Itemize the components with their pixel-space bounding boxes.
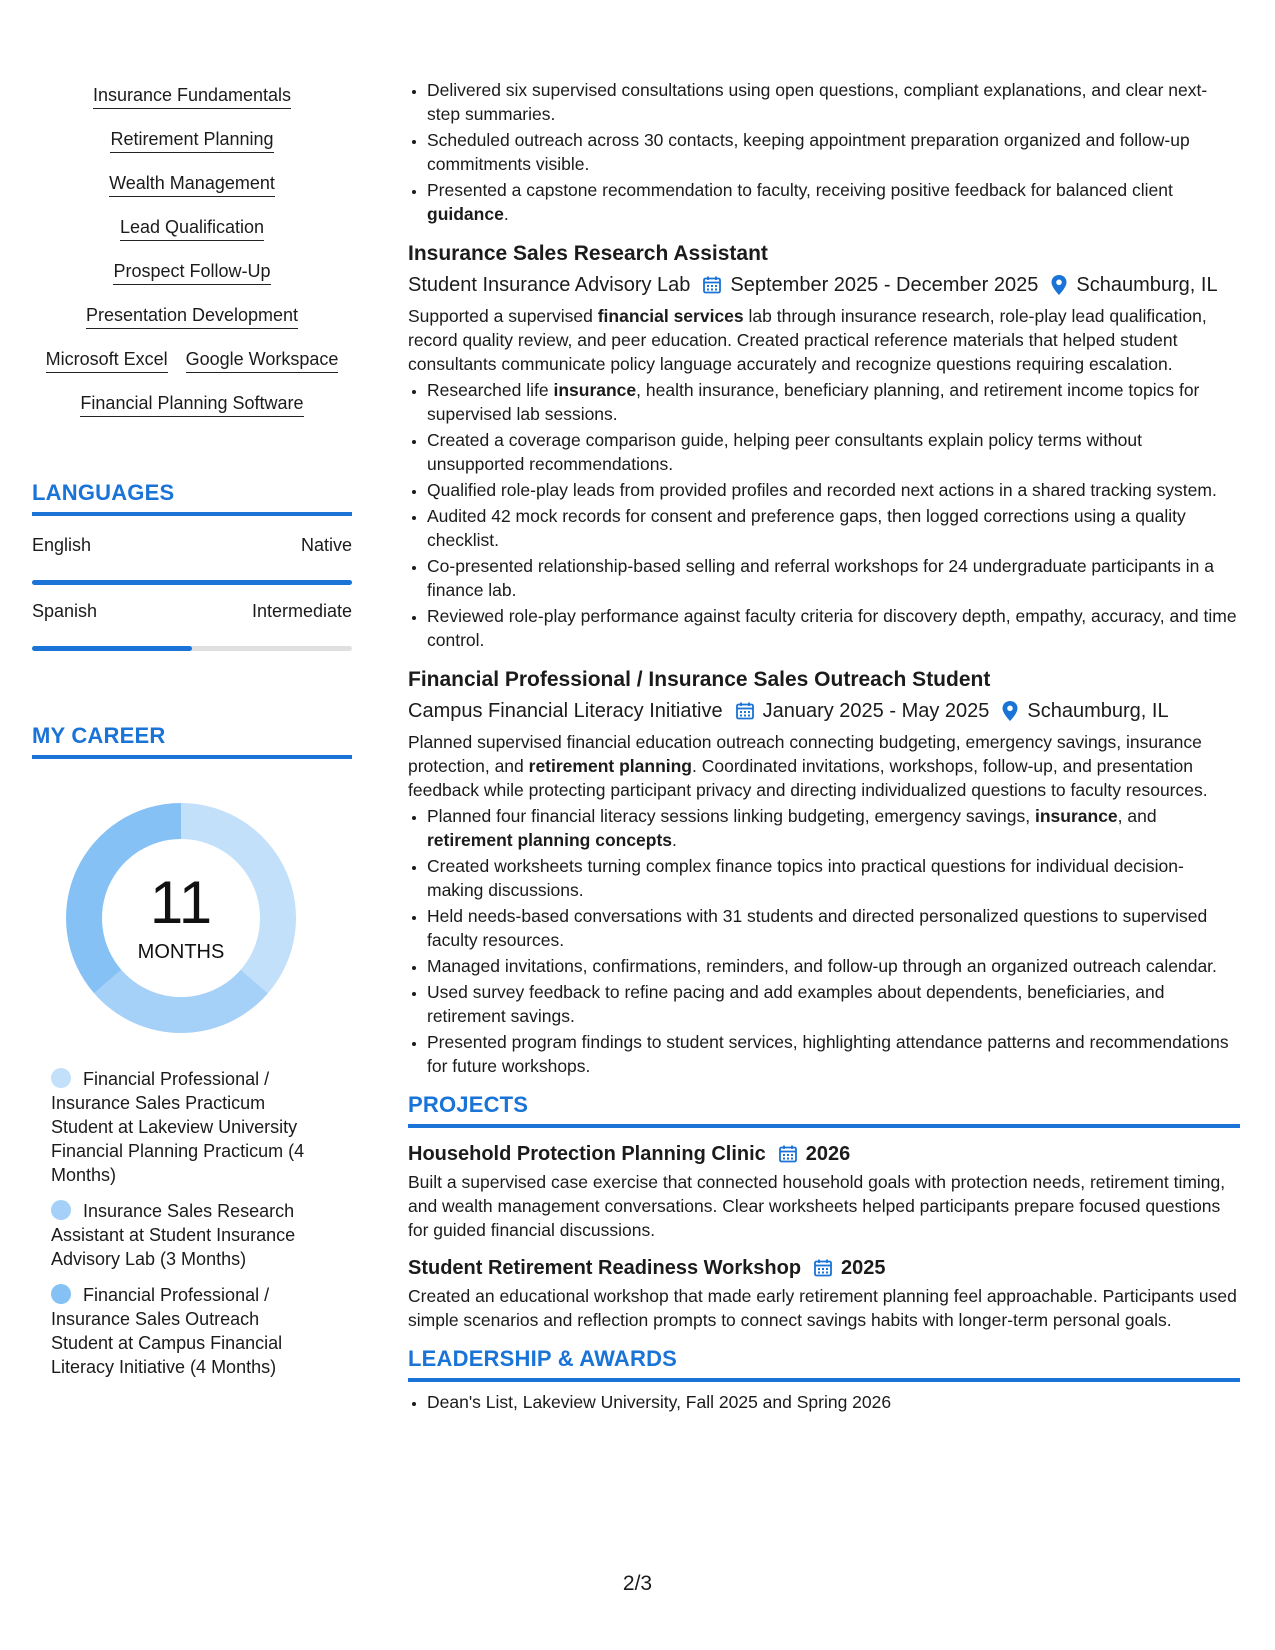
job-description: Planned supervised financial education outreach connecting budgeting, emergency savings, insurance protection, and retirement planning. Coordinated invitations, workshops, follow-up, and presentation feedback while protecting participant privacy and directing individualized questions to faculty resources. (408, 732, 1208, 800)
bullet-item: • Co-presented relationship-based selling and referral workshops for 24 undergraduate participants in a finance lab. (427, 554, 1240, 602)
bullet-item: • Delivered six supervised consultations using open questions, compliant explanations, and clear next-step summaries. (427, 78, 1240, 126)
language-name: Spanish (32, 601, 98, 621)
bullet-item: • Presented program findings to student services, highlighting attendance patterns and recommendations for future workshops. (427, 1030, 1240, 1078)
bullet-item: • Scheduled outreach across 30 contacts, keeping appointment preparation organized and follow-up commitments visible. (427, 128, 1240, 176)
skill-row (113, 260, 270, 285)
job-bullets (408, 804, 1240, 1078)
project-title-row (408, 1140, 1240, 1168)
job-description: Supported a supervised financial services lab through insurance research, role-play lead qualification, record quality review, and peer education. Created practical reference materials that helped student consultants communicate policy language accurately and recognize questions requiring escalation. (408, 306, 1207, 374)
legend-label: Financial Professional / Insurance Sales Outreach Student at Campus Financial Literacy Initiative (4 Months) (51, 1285, 283, 1377)
skill-row (86, 304, 298, 329)
career-total-unit: MONTHS (137, 940, 225, 963)
language-proficiency-fill (32, 646, 192, 651)
bullet-item: • Qualified role-play leads from provided profiles and recorded next actions in a shared tracking system. (427, 478, 1240, 502)
right-column (408, 78, 1240, 1416)
skill-tag: Microsoft Excel (46, 348, 168, 373)
job-title: Insurance Sales Research Assistant (408, 242, 768, 265)
language-proficiency-bar (32, 580, 352, 585)
skill-tag: Lead Qualification (120, 216, 264, 241)
skill-row (46, 348, 339, 373)
bullet-item: • Held needs-based conversations with 31 students and directed personalized questions to supervised faculty resources. (427, 904, 1240, 952)
legend-label: Insurance Sales Research Assistant at Student Insurance Advisory Lab (3 Months) (51, 1201, 296, 1269)
previous-job-bullets (408, 78, 1240, 226)
left-column (32, 84, 352, 1391)
skill-row (93, 84, 291, 109)
career-legend (32, 1067, 321, 1379)
project-year: 2025 (841, 1257, 886, 1279)
job-location: Schaumburg, IL (1076, 274, 1218, 296)
experience-entry (408, 240, 1240, 652)
bullet-item: • Reviewed role-play performance against faculty criteria for discovery depth, empathy, accuracy, and time control. (427, 604, 1240, 652)
legend-dot (51, 1284, 71, 1304)
project-title: Student Retirement Readiness Workshop (408, 1257, 802, 1279)
calendar-icon (813, 1258, 833, 1278)
leadership-heading: LEADERSHIP & AWARDS (408, 1346, 1240, 1382)
project-entry (408, 1254, 1240, 1332)
job-dates: September 2025 - December 2025 (730, 274, 1039, 296)
skill-tag: Presentation Development (86, 304, 298, 329)
language-name: English (32, 535, 92, 555)
career-heading: MY CAREER (32, 723, 352, 759)
legend-dot (51, 1068, 71, 1088)
language-proficiency-fill (32, 580, 352, 585)
calendar-icon (702, 275, 722, 295)
career-legend-item (51, 1067, 321, 1187)
bullet-item: • Used survey feedback to refine pacing and add examples about dependents, beneficiaries, and retirement savings. (427, 980, 1240, 1028)
bullet-item: • Dean's List, Lakeview University, Fall 2025 and Spring 2026 (427, 1390, 1240, 1414)
project-description: Created an educational workshop that made early retirement planning feel approachable. Participants used simple scenarios and reflection prompts to connect savings habits with longer-term personal goals. (408, 1286, 1237, 1330)
job-organization: Student Insurance Advisory Lab (408, 274, 691, 296)
skills-list (32, 84, 352, 436)
job-meta (408, 270, 1240, 300)
project-description: Built a supervised case exercise that connected household goals with protection needs, retirement timing, and wealth management conversations. Clear worksheets helped participants prepare focused questions for guided financial discussions. (408, 1172, 1226, 1240)
leadership-list (408, 1390, 1240, 1414)
skill-row (80, 392, 303, 417)
bullet-item: • Planned four financial literacy sessions linking budgeting, emergency savings, insurance, and retirement planning concepts. (427, 804, 1240, 852)
career-legend-item (51, 1199, 321, 1271)
bullet-item: • Managed invitations, confirmations, reminders, and follow-up through an organized outreach calendar. (427, 954, 1240, 978)
language-item (32, 535, 352, 585)
career-total-value: 11 (149, 868, 213, 936)
bullet-item: • Audited 42 mock records for consent and preference gaps, then logged corrections using a quality checklist. (427, 504, 1240, 552)
skill-tag: Prospect Follow-Up (113, 260, 270, 285)
job-organization: Campus Financial Literacy Initiative (408, 700, 723, 722)
project-title-row (408, 1254, 1240, 1282)
bullet-item: • Created a coverage comparison guide, helping peer consultants explain policy terms without unsupported recommendations. (427, 428, 1240, 476)
projects-heading: PROJECTS (408, 1092, 1240, 1128)
career-legend-item (51, 1283, 321, 1379)
job-dates: January 2025 - May 2025 (762, 700, 990, 722)
job-bullets (408, 378, 1240, 652)
project-entry (408, 1140, 1240, 1242)
calendar-icon (778, 1144, 798, 1164)
skill-tag: Insurance Fundamentals (93, 84, 291, 109)
language-item (32, 601, 352, 651)
map-pin-icon (1001, 700, 1019, 722)
experience-entry (408, 666, 1240, 1078)
legend-dot (51, 1200, 71, 1220)
skill-tag: Financial Planning Software (80, 392, 303, 417)
job-location: Schaumburg, IL (1027, 700, 1169, 722)
legend-label: Financial Professional / Insurance Sales Practicum Student at Lakeview University Financial Planning Practicum (4 Months) (51, 1069, 305, 1185)
skill-row (109, 172, 275, 197)
language-level: Intermediate (251, 601, 352, 621)
skill-tag: Retirement Planning (110, 128, 273, 153)
skill-row (120, 216, 264, 241)
language-proficiency-bar (32, 646, 352, 651)
skill-row (110, 128, 273, 153)
job-meta (408, 696, 1240, 726)
job-title: Financial Professional / Insurance Sales Outreach Student (408, 668, 991, 691)
bullet-item: • Researched life insurance, health insurance, beneficiary planning, and retirement income topics for supervised lab sessions. (427, 378, 1240, 426)
page-number: 2/3 (622, 1572, 653, 1595)
map-pin-icon (1050, 274, 1068, 296)
bullet-item: • Presented a capstone recommendation to faculty, receiving positive feedback for balanced client guidance. (427, 178, 1240, 226)
skill-tag: Google Workspace (186, 348, 339, 373)
calendar-icon (735, 701, 755, 721)
languages-heading: LANGUAGES (32, 480, 352, 516)
bullet-item: • Created worksheets turning complex finance topics into practical questions for individual decision-making discussions. (427, 854, 1240, 902)
career-donut-chart (66, 803, 296, 1033)
project-year: 2026 (805, 1143, 851, 1165)
language-level: Native (300, 535, 352, 555)
project-title: Household Protection Planning Clinic (408, 1143, 766, 1165)
skill-tag: Wealth Management (109, 172, 275, 197)
